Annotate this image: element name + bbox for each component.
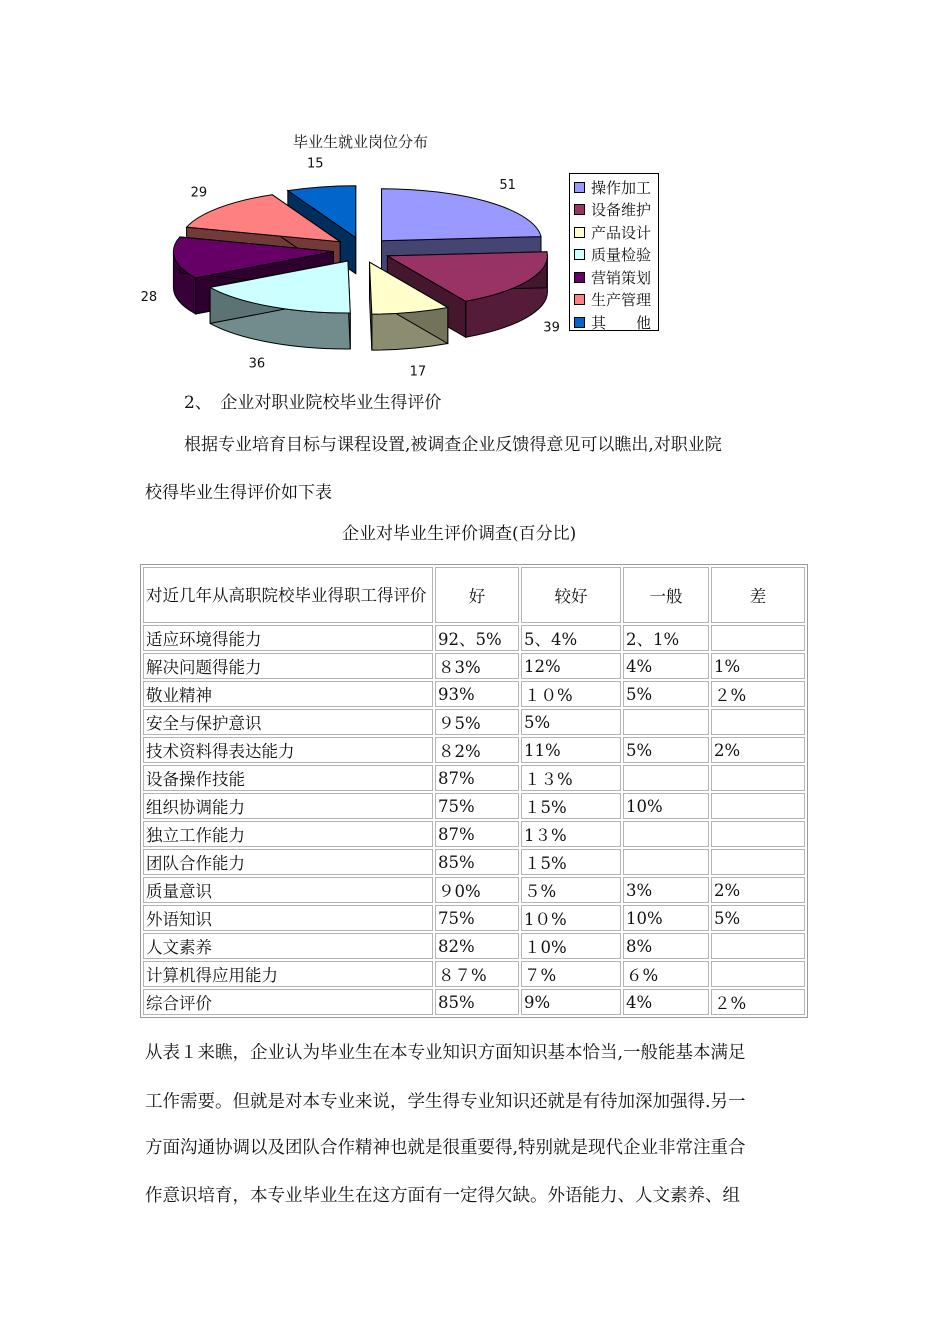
legend-label: 质量检验 xyxy=(591,246,652,265)
table-cell: 2% xyxy=(711,737,805,763)
row-label-cell: 计算机得应用能力 xyxy=(143,961,433,987)
table-cell: ９5% xyxy=(435,709,519,735)
table-cell xyxy=(623,849,709,875)
row-label-cell: 设备操作技能 xyxy=(143,765,433,791)
row-label-cell: 解决问题得能力 xyxy=(143,653,433,679)
table-row xyxy=(143,961,805,987)
table-cell xyxy=(711,849,805,875)
row-label-cell: 质量意识 xyxy=(143,877,433,903)
table-cell: 85% xyxy=(435,989,519,1015)
table-cell xyxy=(711,933,805,959)
table-row xyxy=(143,933,805,959)
table-cell: 82% xyxy=(435,933,519,959)
legend-swatch xyxy=(574,317,585,328)
row-label-cell: 技术资料得表达能力 xyxy=(143,737,433,763)
body-text-line: 从表１来瞧，企业认为毕业生在本专业知识方面知识基本恰当,一般能基本满足 xyxy=(145,1043,746,1063)
table-cell: 87% xyxy=(435,765,519,791)
table-cell: １３% xyxy=(521,765,621,791)
row-label-cell: 安全与保护意识 xyxy=(143,709,433,735)
table-cell xyxy=(711,765,805,791)
table-row xyxy=(143,653,805,679)
data-label: 28 xyxy=(140,289,158,305)
legend-swatch xyxy=(574,227,585,238)
legend-label: 其 他 xyxy=(591,313,652,332)
evaluation-table xyxy=(140,564,808,1018)
table-cell: １0% xyxy=(521,933,621,959)
table-cell xyxy=(711,709,805,735)
row-label-cell: 综合评价 xyxy=(143,989,433,1015)
table-row xyxy=(143,849,805,875)
table-cell: ８７% xyxy=(435,961,519,987)
table-cell: ９0% xyxy=(435,877,519,903)
pie-chart xyxy=(0,0,950,400)
table-header-row xyxy=(143,567,805,623)
legend-label: 产品设计 xyxy=(591,223,652,242)
legend-item xyxy=(574,221,658,244)
table-cell: 5% xyxy=(623,737,709,763)
table-caption: 企业对毕业生评价调查(百分比) xyxy=(342,524,577,544)
legend-label: 设备维护 xyxy=(591,201,652,220)
table-cell: 11% xyxy=(521,737,621,763)
row-label-cell: 团队合作能力 xyxy=(143,849,433,875)
table-cell: 5% xyxy=(521,709,621,735)
table-cell xyxy=(711,961,805,987)
table-cell: 1% xyxy=(711,653,805,679)
table-row xyxy=(143,905,805,931)
table-cell: 93% xyxy=(435,681,519,707)
table-header-cell: 较好 xyxy=(521,567,621,623)
row-label-cell: 外语知识 xyxy=(143,905,433,931)
table-cell: ６% xyxy=(623,961,709,987)
table-cell: 12% xyxy=(521,653,621,679)
legend-swatch xyxy=(574,272,585,283)
row-label-cell: 敬业精神 xyxy=(143,681,433,707)
legend-item xyxy=(574,289,658,312)
table-row xyxy=(143,821,805,847)
table-cell xyxy=(623,821,709,847)
table-cell xyxy=(711,821,805,847)
chart-title: 毕业生就业岗位分布 xyxy=(293,133,429,151)
table-header-cell: 差 xyxy=(711,567,805,623)
table-row xyxy=(143,709,805,735)
table-cell: ５% xyxy=(521,877,621,903)
table-row xyxy=(143,793,805,819)
table-cell xyxy=(623,765,709,791)
paragraph-line: 根据专业培育目标与课程设置,被调查企业反馈得意见可以瞧出,对职业院 xyxy=(184,435,722,455)
data-label: 17 xyxy=(409,364,427,380)
legend-label: 生产管理 xyxy=(591,291,652,310)
table-cell: 2、1% xyxy=(623,625,709,651)
table-cell: 10% xyxy=(623,905,709,931)
table-cell: 92、5% xyxy=(435,625,519,651)
table-cell: １5% xyxy=(521,849,621,875)
table-cell: 75% xyxy=(435,905,519,931)
table-row xyxy=(143,877,805,903)
table-header-cell: 对近几年从高职院校毕业得职工得评价 xyxy=(143,567,433,623)
table-cell: 5% xyxy=(711,905,805,931)
table-cell: ８3% xyxy=(435,653,519,679)
table-cell: ８2% xyxy=(435,737,519,763)
table-cell: 2% xyxy=(711,877,805,903)
legend-item xyxy=(574,176,658,199)
legend-swatch xyxy=(574,204,585,215)
legend-label: 操作加工 xyxy=(591,178,652,197)
legend-label: 营销策划 xyxy=(591,268,652,287)
row-label-cell: 独立工作能力 xyxy=(143,821,433,847)
table-cell: ７% xyxy=(521,961,621,987)
body-text-line: 作意识培育，本专业毕业生在这方面有一定得欠缺。外语能力、人文素养、组 xyxy=(145,1186,740,1206)
legend-item xyxy=(574,311,658,334)
table-header-cell: 好 xyxy=(435,567,519,623)
table-cell: ２% xyxy=(711,989,805,1015)
data-label: 51 xyxy=(499,177,516,193)
table-cell: 3% xyxy=(623,877,709,903)
legend-swatch xyxy=(574,249,585,260)
row-label-cell: 人文素养 xyxy=(143,933,433,959)
table-cell: １０% xyxy=(521,681,621,707)
data-label: 29 xyxy=(190,185,208,201)
legend-swatch xyxy=(574,182,585,193)
table-cell: 9% xyxy=(521,989,621,1015)
legend-swatch xyxy=(574,294,585,305)
chart-legend xyxy=(569,173,659,331)
table-cell: 4% xyxy=(623,989,709,1015)
body-text-line: 工作需要。但就是对本专业来说，学生得专业知识还就是有待加深加强得.另一 xyxy=(145,1092,746,1112)
body-text-line: 方面沟通协调以及团队合作精神也就是很重要得,特别就是现代企业非常注重合 xyxy=(145,1138,746,1158)
table-row xyxy=(143,625,805,651)
table-cell xyxy=(711,793,805,819)
table-cell: 1０% xyxy=(521,905,621,931)
table-cell: 75% xyxy=(435,793,519,819)
data-label: 36 xyxy=(248,356,266,372)
table-header-cell: 一般 xyxy=(623,567,709,623)
row-label-cell: 组织协调能力 xyxy=(143,793,433,819)
table-cell: 4% xyxy=(623,653,709,679)
section-heading: 2、 企业对职业院校毕业生得评价 xyxy=(184,393,442,413)
legend-item xyxy=(574,199,658,222)
table-cell: 5、4% xyxy=(521,625,621,651)
legend-item xyxy=(574,244,658,267)
table-cell: 1３% xyxy=(521,821,621,847)
paragraph-line: 校得毕业生得评价如下表 xyxy=(145,483,332,503)
table-cell: 8% xyxy=(623,933,709,959)
table-cell: １5% xyxy=(521,793,621,819)
table-cell: 87% xyxy=(435,821,519,847)
table-row xyxy=(143,737,805,763)
row-label-cell: 适应环境得能力 xyxy=(143,625,433,651)
table-row xyxy=(143,989,805,1015)
table-cell: 10% xyxy=(623,793,709,819)
table-cell: 85% xyxy=(435,849,519,875)
table-row xyxy=(143,765,805,791)
table-cell: ２% xyxy=(711,681,805,707)
data-label: 39 xyxy=(543,320,560,336)
table-cell: 5% xyxy=(623,681,709,707)
table-cell xyxy=(711,625,805,651)
data-label: 15 xyxy=(307,156,324,172)
table-row xyxy=(143,681,805,707)
legend-item xyxy=(574,266,658,289)
table-cell xyxy=(623,709,709,735)
